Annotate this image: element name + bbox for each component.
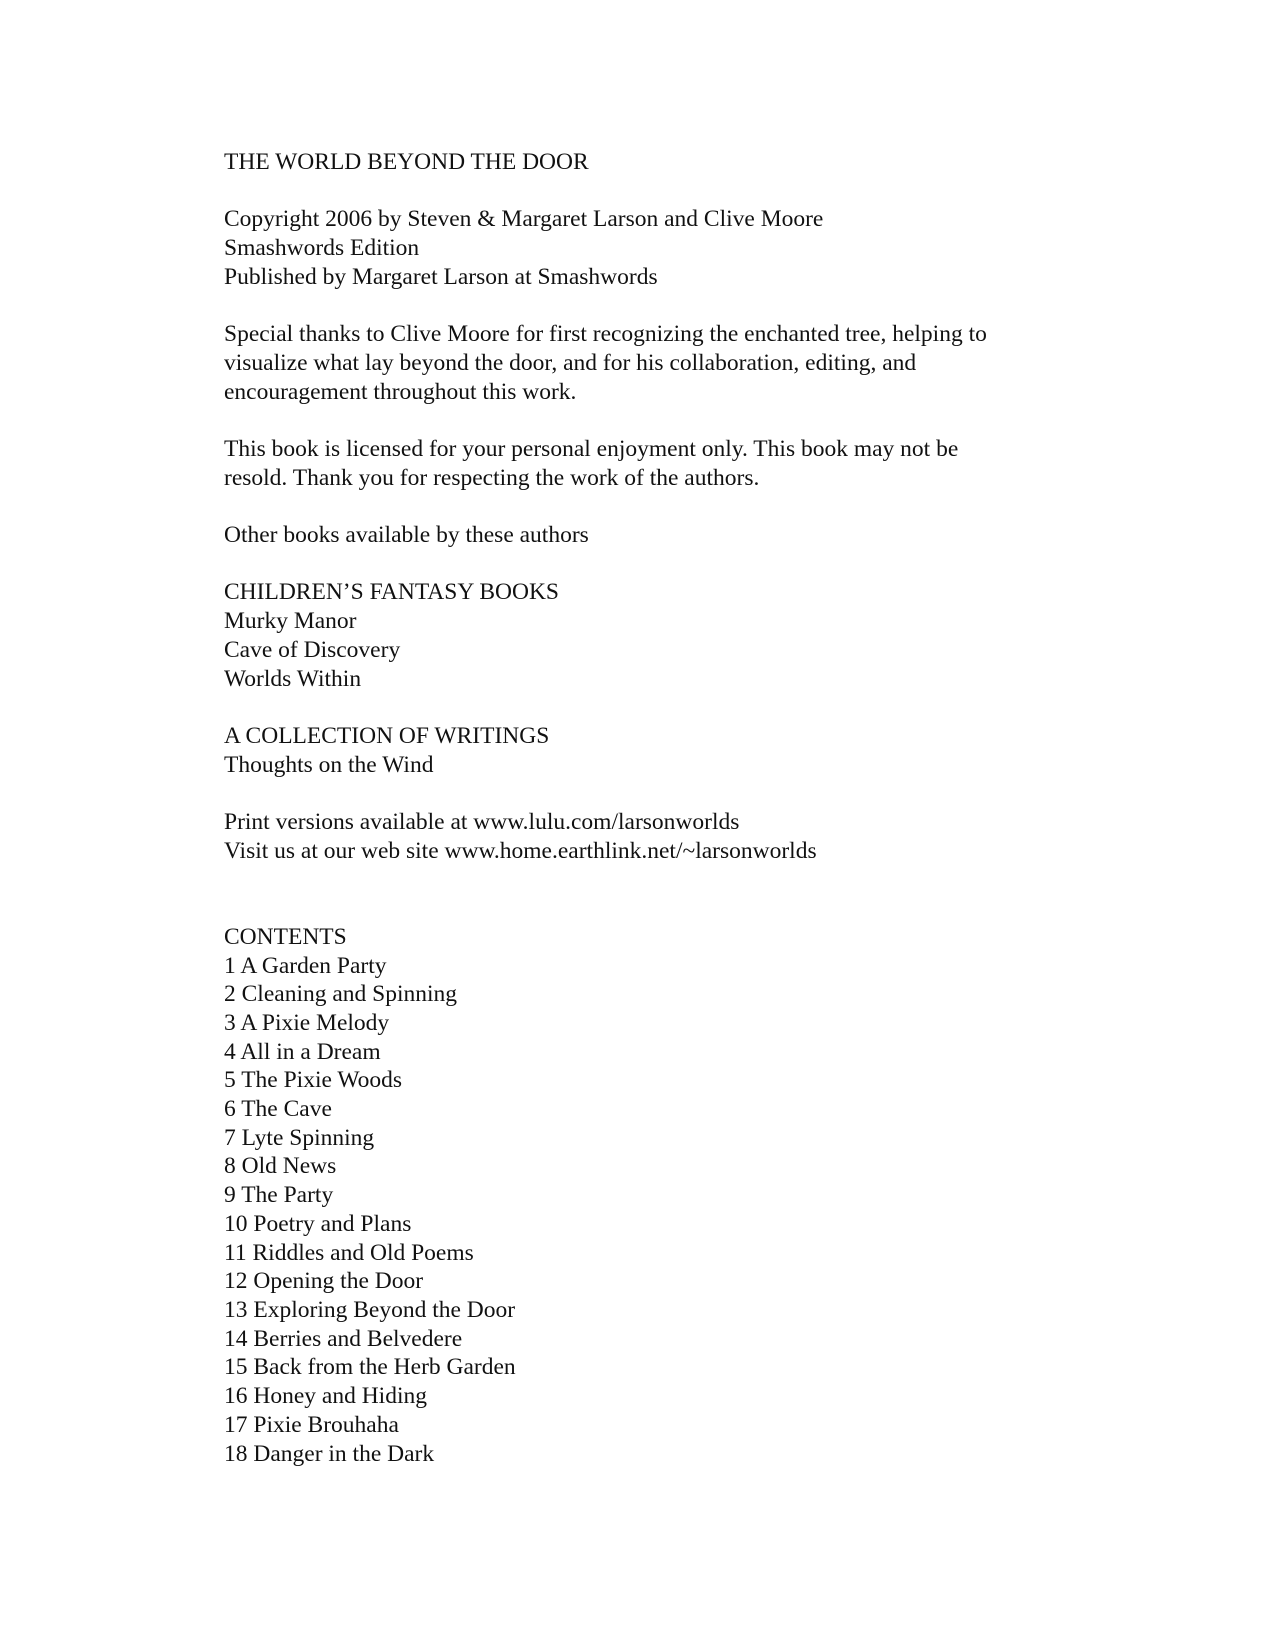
contents-item: 3 A Pixie Melody — [224, 1009, 390, 1036]
document-page — [224, 148, 1124, 1468]
other-books-heading: Other books available by these authors — [224, 522, 589, 549]
contents-item: 13 Exploring Beyond the Door — [224, 1297, 516, 1323]
book-title: THE WORLD BEYOND THE DOOR — [224, 149, 589, 175]
list-item: Murky Manor — [224, 608, 357, 635]
contents-item: 17 Pixie Brouhaha — [224, 1411, 399, 1438]
contents-item: 14 Berries and Belvedere — [224, 1325, 463, 1352]
contents-item: 1 A Garden Party — [224, 952, 387, 979]
contents-item: 6 The Cave — [224, 1096, 332, 1123]
contents-item: 2 Cleaning and Spinning — [224, 981, 458, 1008]
contents-heading: CONTENTS — [224, 923, 347, 950]
thanks-line-1: Special thanks to Clive Moore for first recognizing the enchanted tree, helping to — [224, 321, 987, 348]
contents-item: 12 Opening the Door — [224, 1268, 424, 1295]
childrens-books-heading: CHILDREN’S FANTASY BOOKS — [224, 579, 559, 606]
collection-section — [224, 722, 1124, 779]
edition-line: Smashwords Edition — [224, 235, 420, 262]
thanks-block — [224, 320, 1124, 406]
contents-list — [224, 952, 1124, 1469]
thanks-line-2: visualize what lay beyond the door, and for his collaboration, editing, and — [224, 349, 917, 376]
collection-heading: A COLLECTION OF WRITINGS — [224, 722, 550, 749]
childrens-books-section — [224, 578, 1124, 693]
license-line-2: resold. Thank you for respecting the work of the authors. — [224, 464, 760, 491]
publisher-line: Published by Margaret Larson at Smashwords — [224, 263, 658, 290]
collection-list — [224, 751, 1124, 780]
list-item: Thoughts on the Wind — [224, 751, 434, 778]
contents-item: 7 Lyte Spinning — [224, 1124, 375, 1151]
contents-item: 16 Honey and Hiding — [224, 1383, 427, 1410]
links-block — [224, 808, 1124, 865]
list-item: Cave of Discovery — [224, 636, 401, 663]
license-line-1: This book is licensed for your personal enjoyment only. This book may not be — [224, 435, 959, 462]
contents-item: 8 Old News — [224, 1153, 337, 1180]
contents-item: 9 The Party — [224, 1182, 334, 1209]
childrens-books-list — [224, 607, 1124, 693]
contents-item: 5 The Pixie Woods — [224, 1067, 403, 1094]
website-line: Visit us at our web site www.home.earthlink.net/~larsonworlds — [224, 837, 817, 864]
contents-item: 15 Back from the Herb Garden — [224, 1354, 516, 1381]
license-block — [224, 435, 1124, 492]
thanks-line-3: encouragement throughout this work. — [224, 378, 577, 405]
copyright-line: Copyright 2006 by Steven & Margaret Larson and Clive Moore — [224, 206, 824, 233]
contents-section — [224, 923, 1124, 1468]
print-versions-line: Print versions available at www.lulu.com/larsonworlds — [224, 809, 740, 836]
contents-item: 4 All in a Dream — [224, 1038, 381, 1065]
contents-item: 11 Riddles and Old Poems — [224, 1239, 474, 1266]
contents-item: 18 Danger in the Dark — [224, 1440, 435, 1467]
contents-item: 10 Poetry and Plans — [224, 1210, 412, 1237]
list-item: Worlds Within — [224, 665, 362, 692]
copyright-block — [224, 205, 1124, 291]
